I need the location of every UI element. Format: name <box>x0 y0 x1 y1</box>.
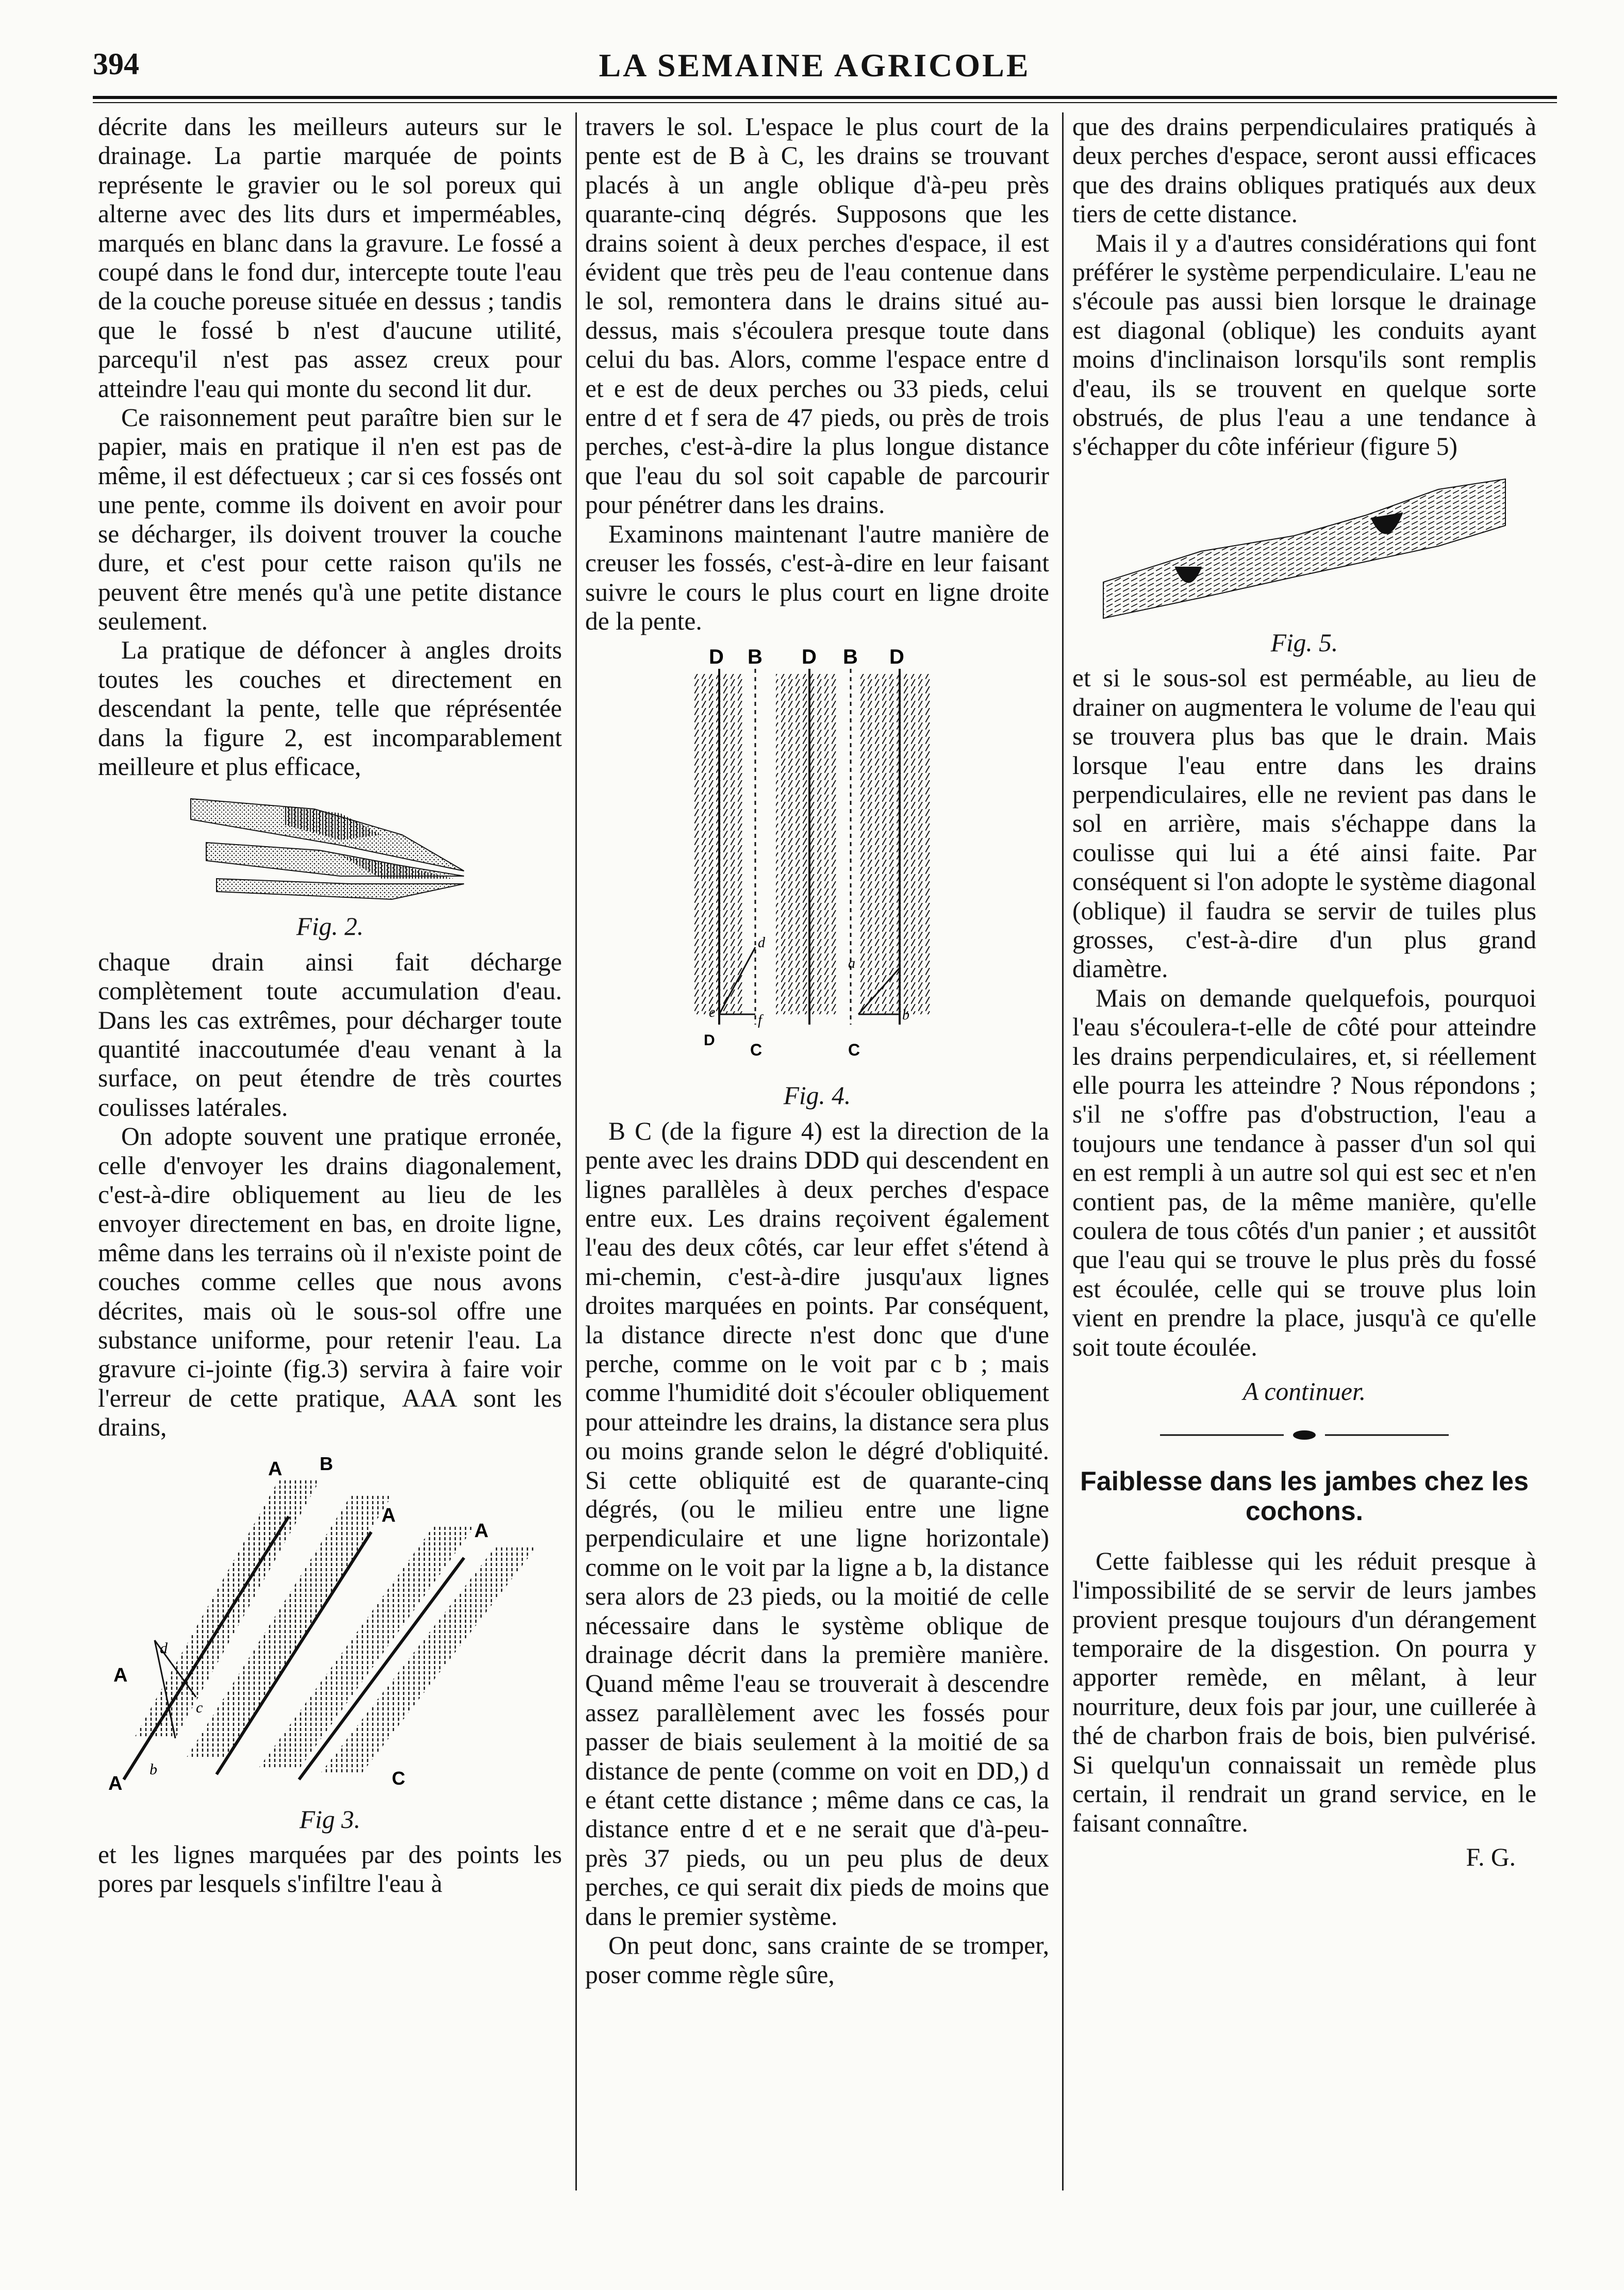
paragraph: chaque drain ainsi fait décharge complètement toute accumulation d'eau. Dans les cas extrêmes, pour décharger toute quantité inaccoutumée d'eau venant à la surface, on peut étendre de très courtes coulisses latérales. <box>98 947 562 1122</box>
figure-2-illustration <box>186 788 474 907</box>
paragraph: travers le sol. L'espace le plus court de la pente est de B à C, les drains se trouvant placés à un angle oblique d'à-peu près quarante-cinq dégrés. Supposons que les drains soient à deux perches d'espace, il est évident que très peu de l'eau contenue dans le sol, remontera dans le drains situé au-dessus, mais s'écoulera presque toute dans celui du bas. Alors, comme l'espace entre d et e est de deux perches ou 33 pieds, celui entre d et f sera de 47 pieds, ou près de trois perches, c'est-à-dire la plus longue distance que l'eau du sol soit capable de parcourir pour pénétrer dans les drains. <box>585 112 1049 519</box>
figure-5-caption: Fig. 5. <box>1270 628 1338 657</box>
column-1 <box>98 112 562 2216</box>
figure-4-label: C <box>848 1041 860 1060</box>
figure-4-label: B <box>843 646 858 669</box>
paragraph: et les lignes marquées par des points les pores par lesquels s'infiltre l'eau à <box>98 1840 562 1898</box>
page-number: 394 <box>93 47 139 81</box>
figure-4-label: b <box>902 1007 909 1024</box>
figure-4-label: D <box>889 646 904 669</box>
figure-4 <box>585 643 1049 1076</box>
figure-3-label: B <box>320 1453 333 1474</box>
figure-3-label: d <box>160 1639 168 1657</box>
article-title: Faiblesse dans les jambes chez les cochons. <box>1080 1466 1529 1526</box>
figure-2 <box>98 788 562 907</box>
journal-title: LA SEMAINE AGRICOLE <box>599 47 1031 84</box>
figure-4-illustration <box>673 643 962 1076</box>
figure-4-label: B <box>748 646 763 669</box>
figure-3-label: c <box>196 1699 203 1716</box>
page-header <box>93 46 1536 88</box>
figure-4-label: a <box>848 955 855 972</box>
figure-4-label: D <box>704 1032 715 1049</box>
paragraph: La pratique de défoncer à angles droits toutes les couches et directement en descendant la pente, telle que réprésentée dans la figure 2, est incomparablement meilleure et plus efficace, <box>98 636 562 781</box>
figure-3-label: C <box>392 1767 405 1789</box>
paragraph: Mais on demande quelquefois, pourquoi l'eau s'écoulera-t-elle de côté pour atteindre les drains perpendiculaires, et, si réellement elle pourra les atteindre ? Nous répondons ; s'il ne s'offre pas d'obstruction, l'eau a toujours une tendance à passer d'un sol qui en est rempli à un autre sol qui est sec et n'en contient pas, de la même manière, qu'elle coulera de tous côtés d'un panier ; et aussitôt que l'eau qui se trouve le plus près du fossé est écoulée, celle qui se trouve plus loin vient en prendre la place, jusqu'à ce qu'elle soit toute écoulée. <box>1072 983 1536 1361</box>
signature: F. G. <box>1466 1842 1516 1871</box>
figure-3-label: A <box>474 1520 489 1542</box>
figure-3-label: A <box>268 1458 283 1480</box>
paragraph: décrite dans les meilleurs auteurs sur le drainage. La partie marquée de points représente le gravier ou le sol poreux qui alterne avec des lits durs et imperméables, marqués en blanc dans la gravure. Le fossé a coupé dans le fond dur, intercepte toute l'eau de la couche poreuse située en dessus ; tandis que le fossé b n'est d'aucune utilité, parcequ'il n'est pas assez creux pour atteindre l'eau qui monte du second lit dur. <box>98 112 562 403</box>
paragraph: Ce raisonnement peut paraître bien sur le papier, mais en pratique il n'en est pas de même, il est défectueux ; car si ces fossés ont une pente, comme ils doivent en avoir pour se décharger, ils doivent trouver la couche dure, et c'est pour cette raison qu'ils ne peuvent être menés qu'à une petite distance seulement. <box>98 403 562 635</box>
paragraph: Examinons maintenant l'autre manière de creuser les fossés, c'est-à-dire en leur faisant suivre le cours le plus court en ligne droite de la pente. <box>585 519 1049 635</box>
column-divider <box>575 112 577 2190</box>
ornament-rule <box>1160 1427 1449 1443</box>
section-separator <box>1072 1422 1536 1451</box>
paragraph: On peut donc, sans crainte de se tromper, poser comme règle sûre, <box>585 1931 1049 1989</box>
figure-4-label: D <box>709 646 724 669</box>
figure-4-label: D <box>802 646 817 669</box>
figure-2-caption: Fig. 2. <box>296 912 364 941</box>
paragraph: Mais il y a d'autres considérations qui font préférer le système perpendiculaire. L'eau ne s'écoule pas aussi bien lorsque le drainage est diagonal (oblique) les conduits ayant moins d'inclinaison lorsqu'ils sont remplis d'eau, ils se trouvent en quelque sorte obstrués, de plus l'eau a une tendance à s'échapper du côte inférieur (figure 5) <box>1072 228 1536 461</box>
figure-5-illustration <box>1098 469 1511 623</box>
header-rule <box>93 96 1557 99</box>
paragraph: que des drains perpendiculaires pratiqués à deux perches d'espace, seront aussi efficaces que des drains obliques pratiqués aux deux tiers de cette distance. <box>1072 112 1536 228</box>
paragraph: On adopte souvent une pratique erronée, celle d'envoyer les drains diagonalement, c'est-à-dire obliquement au lieu de les envoyer directement en bas, en droite ligne, même dans les terrains où il n'existe point de couches comme celles que nous avons décrites, mais où le sous-sol offre une substance uniforme, pour retenir l'eau. La gravure ci-jointe (fig.3) servira à faire voir l'erreur de cette pratique, AAA sont les drains, <box>98 1122 562 1442</box>
figure-3-illustration <box>103 1449 557 1800</box>
figure-4-caption: Fig. 4. <box>783 1081 851 1110</box>
figure-3 <box>98 1449 562 1800</box>
figure-3-label: b <box>150 1760 157 1778</box>
column-3 <box>1072 112 1536 2216</box>
paragraph: B C (de la figure 4) est la direction de la pente avec les drains DDD qui descendent en lignes parallèles à deux perches d'espace entre eux. Les drains reçoivent également l'eau des deux côtés, car leur effet s'étend à mi-chemin, c'est-à-dire jusqu'aux lignes droites marquées en points. Par conséquent, la distance directe n'est donc que d'une perche, comme on le voit par c b ; mais comme l'humidité doit s'écouler obliquement pour atteindre les drains, la distance sera plus ou moins grande selon le dégré d'obliquité. Si cette obliquité est de quarante-cinq dégrés, (ou le milieu entre une ligne perpendiculaire et une ligne horizontale) comme on le voit par la ligne a b, la distance sera alors de 23 pieds, ou la moitié de celle nécessaire dans le système oblique de drainage décrit dans la première manière. Quand même l'eau se trouverait à descendre assez parallèlement avec les fossés pour passer de biais seulement à la moitié de sa distance de pente (comme on voit en DD,) d e étant cette distance ; même dans ce cas, la distance entre d et e ne serait que d'à-peu-près 37 pieds, ou un peu plus de deux perches, ce qui serait dix pieds de moins que dans le premier système. <box>585 1116 1049 1931</box>
figure-3-caption: Fig 3. <box>299 1805 361 1834</box>
figure-3-label: A <box>113 1664 128 1686</box>
figure-4-label: e <box>709 1004 716 1021</box>
figure-5 <box>1072 469 1536 623</box>
figure-3-label: A <box>382 1504 396 1526</box>
column-divider <box>1062 112 1064 2190</box>
header-rule-thin <box>93 102 1557 103</box>
figure-4-label: f <box>758 1012 762 1029</box>
figure-3-label: A <box>108 1772 123 1794</box>
to-be-continued: A continuer. <box>1242 1377 1366 1406</box>
figure-4-label: d <box>758 935 765 951</box>
figure-4-label: C <box>750 1041 763 1060</box>
column-2 <box>585 112 1049 2216</box>
paragraph: et si le sous-sol est perméable, au lieu de drainer on augmentera le volume de l'eau qui se trouvera plus bas que le drain. Mais lorsque l'eau entre dans les drains perpendiculaires, elle ne revient pas dans le sol en arrière, mais s'échappe dans la coulisse qui lui a été ainsi faite. Par conséquent si l'on adopte le système diagonal (oblique) il faudra se servir de tuiles plus grosses, c'est-à-dire d'un plus grand diamètre. <box>1072 664 1536 983</box>
paragraph: Cette faiblesse qui les réduit presque à l'impossibilité de se servir de leurs jambes provient presque toujours d'un dérangement temporaire de la disgestion. On pourra y apporter remède, en mêlant, à leur nourriture, deux fois par jour, une cuillerée à thé de charbon frais de bois, bien pulvérisé. Si quelqu'un connaissait un remède plus certain, il rendrait un grand service, en le faisant connaître. <box>1072 1546 1536 1837</box>
